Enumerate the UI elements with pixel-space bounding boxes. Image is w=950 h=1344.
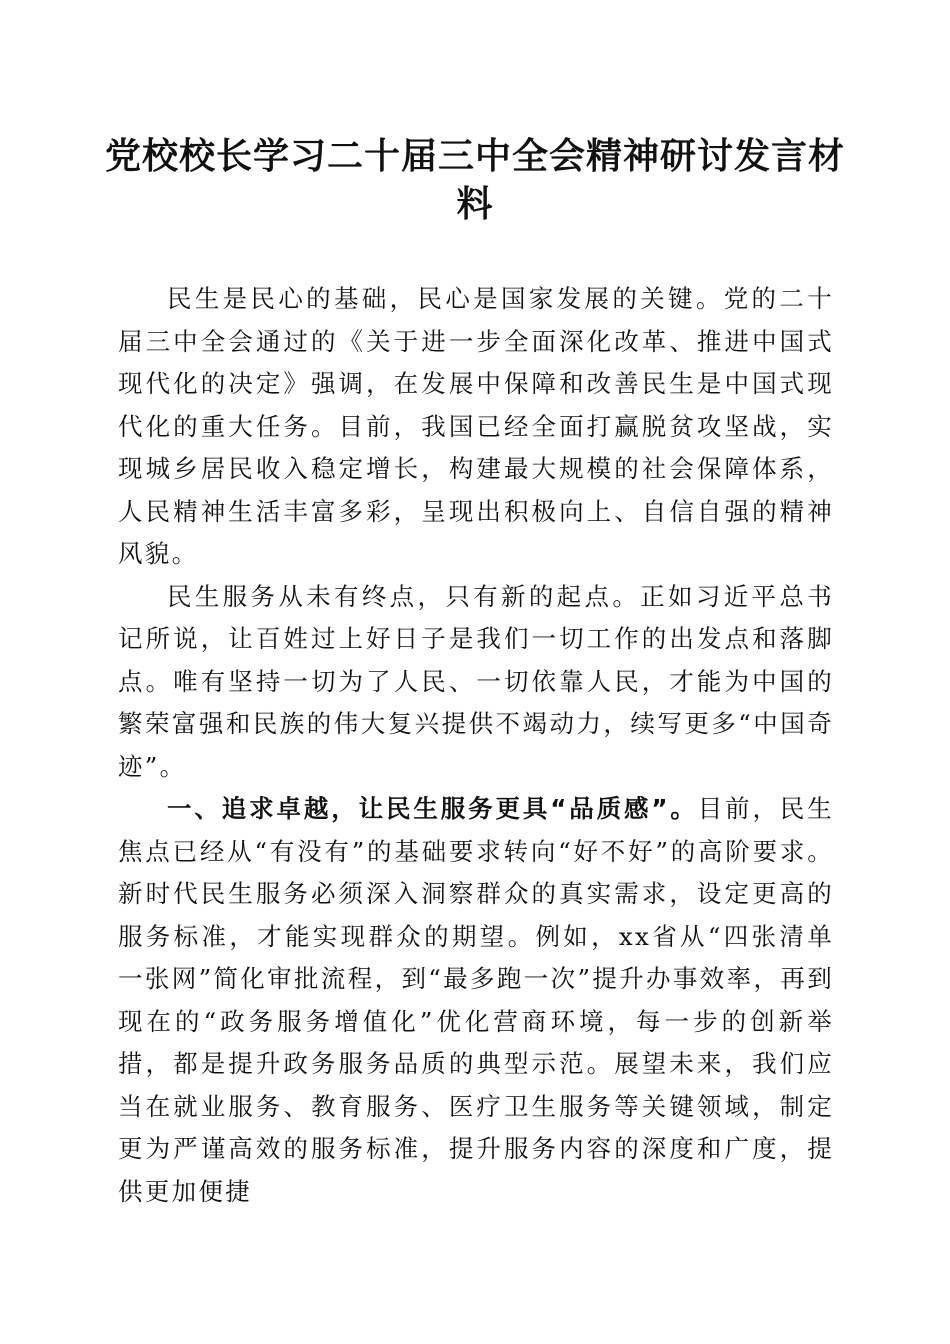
section-heading-1: 一、追求卓越，让民生服务更具“品质感”。: [167, 794, 698, 823]
paragraph-2-text: 民生服务从未有终点，只有新的起点。正如习近平总书记所说，让百姓过上好日子是我们一切工作的出发点和落脚点。唯有坚持一切为了人民、一切依靠人民，才能为中国的繁荣富强和民族的伟大复兴提供不竭动力，续写更多“中国奇迹”。: [118, 581, 834, 781]
paragraph-1: [118, 278, 834, 576]
document-title: 党校校长学习二十届三中全会精神研讨发言材料: [104, 135, 845, 225]
paragraph-3: [118, 788, 834, 1213]
document-body: [118, 278, 834, 1213]
paragraph-1-text: 民生是民心的基础，民心是国家发展的关键。党的二十届三中全会通过的《关于进一步全面深化改革、推进中国式现代化的决定》强调，在发展中保障和改善民生是中国式现代化的重大任务。目前，我国已经全面打赢脱贫攻坚战，实现城乡居民收入稳定增长，构建最大规模的社会保障体系，人民精神生活丰富多彩，呈现出积极向上、自信自强的精神风貌。: [118, 284, 834, 568]
paragraph-2: [118, 576, 834, 789]
paragraph-3-text: 目前，民生焦点已经从“有没有”的基础要求转向“好不好”的高阶要求。新时代民生服务必须深入洞察群众的真实需求，设定更高的服务标准，才能实现群众的期望。例如，xx省从“四张清单一张网”简化审批流程，到“最多跑一次”提升办事效率，再到现在的“政务服务增值化”优化营商环境，每一步的创新举措，都是提升政务服务品质的典型示范。展望未来，我们应当在就业服务、教育服务、医疗卫生服务等关键领域，制定更为严谨高效的服务标准，提升服务内容的深度和广度，提供更加便捷: [118, 794, 835, 1206]
